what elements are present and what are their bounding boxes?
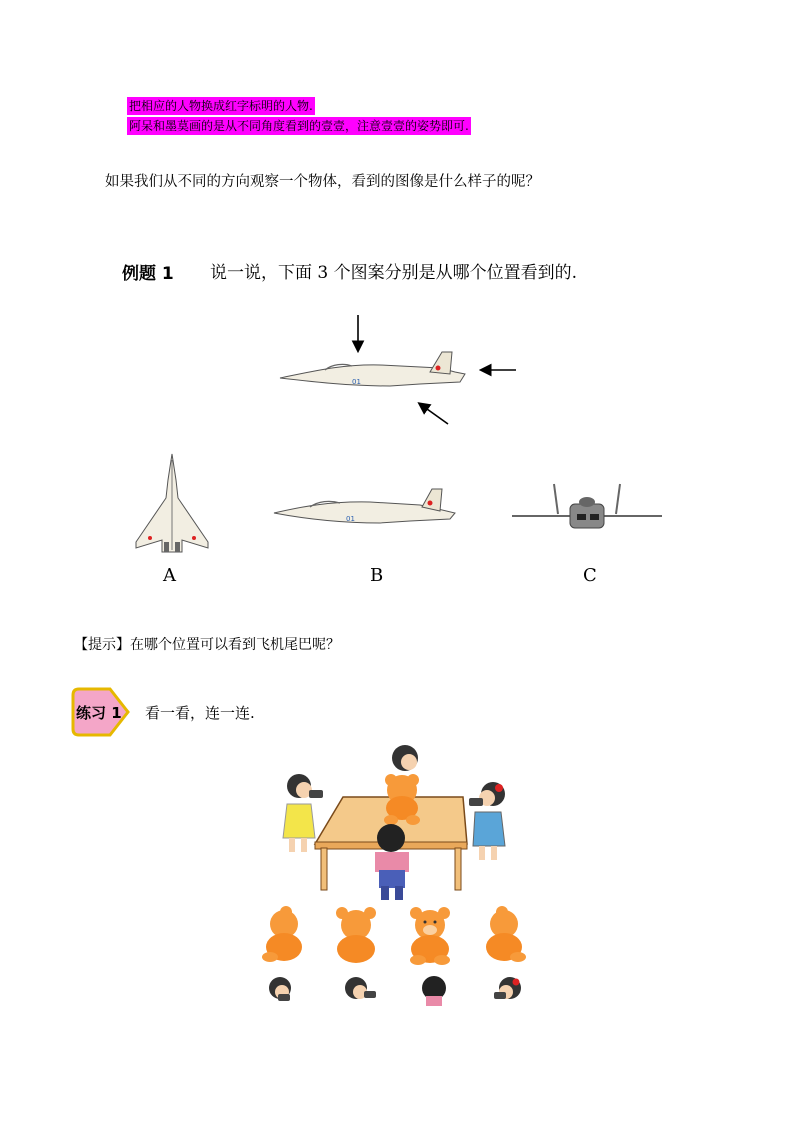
option-c-label: C	[583, 565, 597, 586]
kid-right	[469, 782, 505, 860]
example-text: 说一说，下面 3 个图案分别是从哪个位置看到的.	[210, 263, 578, 283]
bear-view-2	[336, 907, 376, 963]
bear-view-3	[410, 907, 450, 965]
intro-question: 如果我们从不同的方向观察一个物体，看到的图像是什么样子的呢？	[105, 174, 540, 190]
option-b-label: B	[370, 565, 384, 586]
hint-text: 【提示】在哪个位置可以看到飞机尾巴呢？	[74, 637, 340, 653]
note-line-1: 把相应的人物换成红字标明的人物.	[129, 99, 313, 113]
kid-head-1	[269, 977, 291, 1001]
bear-view-1	[262, 906, 302, 962]
plane-marking: 01	[352, 378, 361, 386]
plane-marking-option: 01	[346, 515, 355, 523]
bear-views-row	[258, 905, 538, 967]
note-line-2: 阿呆和墨莫画的是从不同角度看到的壹壹，注意壹壹的姿势即可.	[129, 119, 469, 133]
plane-side-view	[280, 352, 465, 386]
plane-rear-view	[510, 478, 670, 538]
kid-head-3	[422, 976, 446, 1006]
plane-side-view-option	[270, 485, 465, 530]
example-title: 例题 1	[122, 264, 174, 284]
kid-back	[392, 745, 418, 771]
kid-head-2	[345, 977, 376, 999]
arrow-bottom-right	[420, 404, 448, 424]
plane-with-view-arrows	[270, 310, 530, 430]
scene-kids-around-bear	[275, 742, 530, 902]
practice-text: 看一看，连一连.	[145, 704, 255, 722]
kid-head-4	[494, 977, 521, 999]
kid-front	[375, 824, 409, 900]
plane-top-view	[130, 450, 214, 560]
practice-badge-label: 练习 1	[76, 704, 122, 722]
bear-view-4	[486, 906, 526, 962]
kid-heads-row	[262, 974, 532, 1008]
option-a-label: A	[163, 565, 176, 586]
